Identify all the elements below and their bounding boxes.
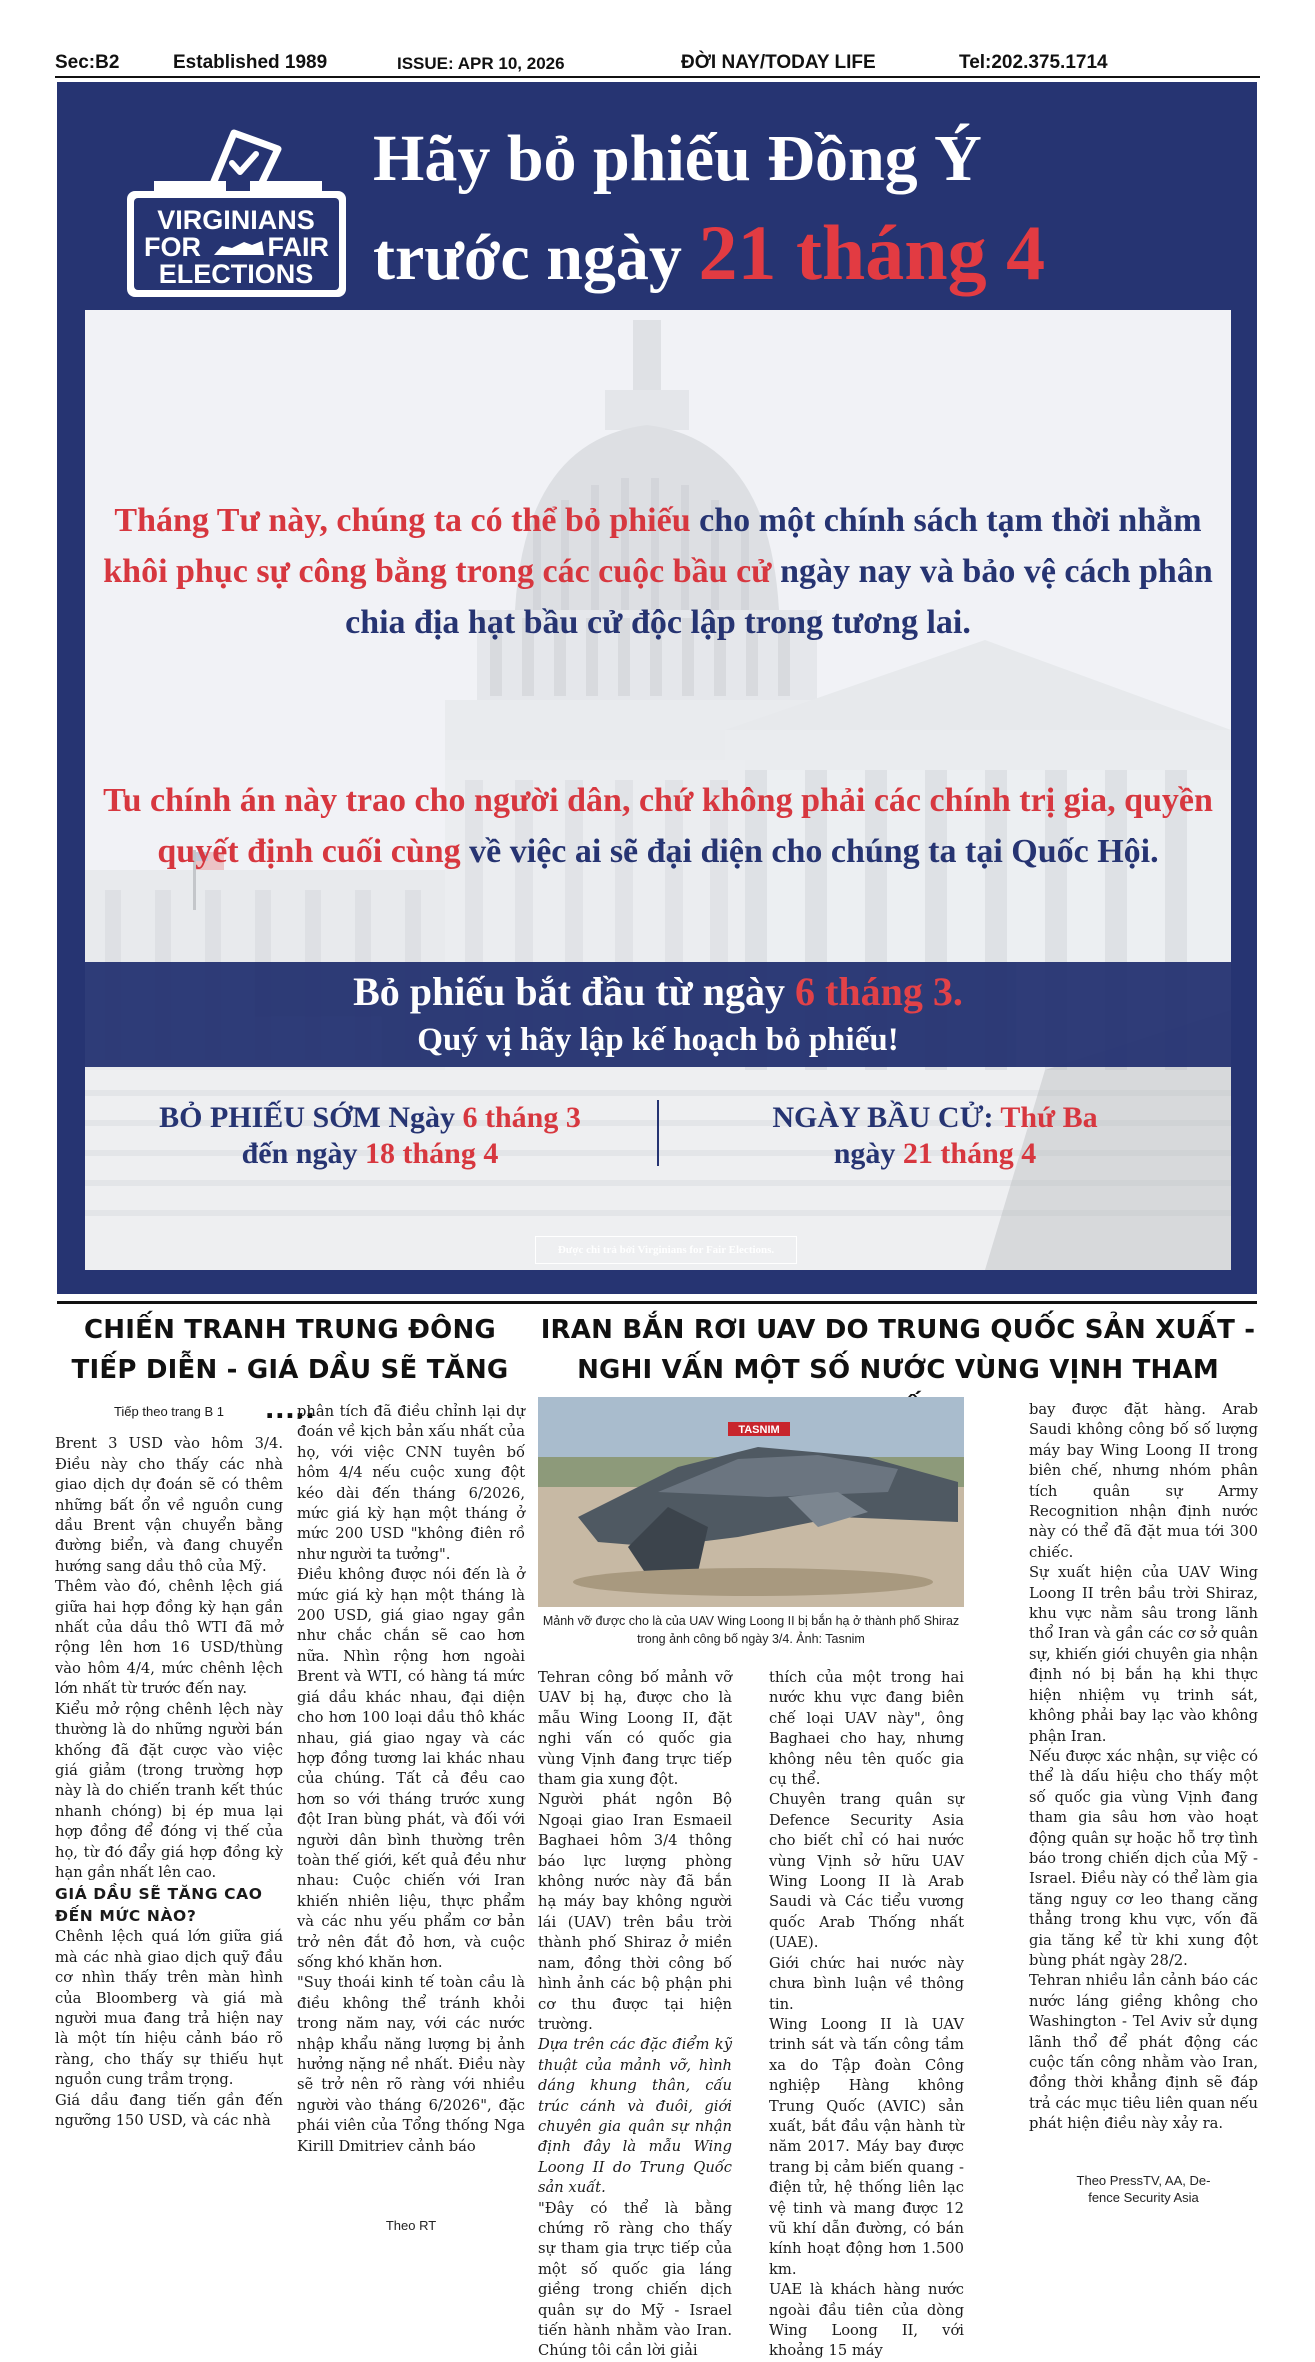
article-paragraph: UAE là khách hàng nước ngoài đầu tiên của dòng Wing Loong II, với khoảng 15 máy: [769, 2281, 964, 2360]
article-paragraph: Brent 3 USD vào hôm 3/4. Điều này cho thấy các nhà giao dịch dự đoán sẽ có thêm những bất ổn về nguồn cung dầu Brent vận chuyển bằng đường biển, và đang chuyển hướng sang dầu thô của Mỹ.: [55, 1435, 283, 1575]
election-day-weekday: Thứ Ba: [993, 1101, 1098, 1134]
masthead: [55, 52, 1260, 76]
early-voting-date: 18 tháng 4: [365, 1137, 499, 1170]
article-paragraph: bay được đặt hàng. Arab Saudi không công bố số lượng máy bay Wing Loong II trong biên chế, nhưng nhóm phân tích quân sự Army Recognition nhận định nước này có thể đã đặt mua tới 300 chiếc.: [1029, 1401, 1258, 1561]
headline-line: NGHI VẤN MỘT SỐ NƯỚC VÙNG VỊNH THAM: [577, 1355, 1219, 1385]
article-subheading: GIÁ DẦU SẼ TĂNG CAO ĐẾN MỨC NÀO?: [55, 1885, 263, 1926]
ad-headline-line2: trước ngày: [373, 221, 699, 294]
drone-wreckage-photo: [538, 1397, 964, 1607]
article-paragraph: Kiểu mở rộng chênh lệch này thường là do những người bán khống đã đặt cược vào việc giá giảm (trong trường hợp này là do chiến tranh kết thúc nhanh chóng) bị ép mua lại hợp đồng để đóng vị thế của họ, từ đó đẩy giá hợp đồng kỳ hạn gần nhất lên cao.: [55, 1700, 283, 1881]
early-voting-label: BỎ PHIẾU SỚM: [159, 1101, 381, 1134]
logo-text: FOR: [144, 232, 201, 262]
article-paragraph: Giá dầu đang tiến gần đến ngưỡng 150 USD, và các nhà: [55, 2091, 283, 2129]
ad-text-blue: cho một chính sách tạm thời nhằm: [690, 502, 1202, 539]
band-subtext: Quý vị hãy lập kế hoạch bỏ phiếu!: [417, 1022, 899, 1058]
article-paragraph: Sự xuất hiện của UAV Wing Loong II trên bầu trời Shiraz, khu vực nằm sâu trong lãnh thổ Iran và gần các cơ sở quân sự, khiến giới chuyên gia nhận định nó bị bắn hạ khi thực hiện nhiệm vụ trinh sát, không phải bay lạc vào không phận Iran.: [1029, 1564, 1258, 1745]
article-2-column-1: [538, 1668, 732, 2362]
ballot-box-logo: [124, 125, 349, 300]
logo-text: ELECTIONS: [158, 259, 314, 289]
article-paragraph: Wing Loong II là UAV trinh sát và tấn công tầm xa do Tập đoàn Công nghiệp Hàng không Trung Quốc (AVIC) sản xuất, bắt đầu vận hành từ năm 2017. Máy bay được trang bị cảm biến quang - điện tử, hệ thống liên lạc vệ tinh và mang được 12 vũ khí dẫn đường, có bán kính hoạt động hơn 1.500 km.: [769, 2015, 964, 2278]
article-paragraph: Người phát ngôn Bộ Ngoại giao Iran Esmaeil Baghaei hôm 3/4 thông báo lực lượng phòng không nước này đã bắn hạ máy bay không người lái (UAV) trên bầu trời thành phố Shiraz ở miền nam, đồng thời công bố hình ảnh các bộ phận phi cơ thu được tại hiện trường.: [538, 1791, 732, 2033]
election-day-label: NGÀY BẦU CỬ:: [772, 1101, 994, 1134]
early-voting-date: 6 tháng 3: [462, 1101, 581, 1134]
issue-date: ISSUE: APR 10, 2026: [397, 54, 565, 73]
article-paragraph-italic: Dựa trên các đặc điểm kỹ thuật của mảnh vỡ, hình dáng khung thân, cấu trúc cánh và đuôi, giới chuyên gia quân sự nhận định đây là mẫu Wing Loong II do Trung Quốc sản xuất.: [538, 2036, 732, 2197]
article-paragraph: Tehran công bố mảnh vỡ UAV bị hạ, được cho là mẫu Wing Loong II, đặt nghi vấn có quốc gia vùng Vịnh đang trực tiếp tham gia xung đột.: [538, 1669, 732, 1789]
credit-line: fence Security Asia: [1088, 2190, 1199, 2205]
article-paragraph: Nếu được xác nhận, sự việc có thể là dấu hiệu cho thấy một số quốc gia vùng Vịnh đang tham gia sâu hơn vào hoạt động quân sự hoặc hỗ trợ tình báo trong chiến dịch của Mỹ - Israel. Điều này có thể làm gia tăng nguy cơ leo thang căng thẳng trong khu vực, vốn đã gia tăng kể từ khi xung đột bùng phát ngày 28/2.: [1029, 1747, 1258, 1969]
election-day-text: ngày: [833, 1137, 903, 1170]
article-1-column-1: [55, 1402, 283, 2131]
section-divider: [57, 1301, 1257, 1304]
established-label: Established 1989: [173, 52, 328, 73]
headline-line: CHIẾN TRANH TRUNG ĐÔNG: [84, 1315, 496, 1345]
drone-wreckage-image: [538, 1397, 964, 1607]
logo-text: VIRGINIANS: [157, 205, 315, 235]
election-day-date: 21 tháng 4: [902, 1137, 1037, 1170]
election-advertisement: [57, 82, 1257, 1294]
article-1-credit: Theo RT: [385, 2218, 437, 2233]
early-voting-text: Ngày: [380, 1101, 463, 1134]
section-label: Sec:B2: [55, 52, 120, 73]
election-day-info: [685, 1100, 1185, 1172]
ad-text-red: Tu chính án này trao cho người dân, chứ không phải các chính trị gia, quyền quyết định cuối cùng: [103, 782, 1213, 870]
article-2-column-3: [1029, 1400, 1258, 2135]
article-paragraph: Giới chức hai nước này chưa bình luận về thông tin.: [769, 1954, 964, 2013]
masthead-rule: [55, 76, 1260, 78]
article-paragraph: "Suy thoái kinh tế toàn cầu là điều không thể tránh khỏi trong năm nay, với các nước nhập khẩu năng lượng bị ảnh hưởng nặng nề nhất. Điều này sẽ trở nên rõ ràng với nhiều người vào tháng 6/2026", đặc phái viên của Tổng thống Nga Kirill Dmitriev cảnh báo: [297, 1974, 525, 2155]
article-paragraph: thích của một trong hai nước khu vực đang biên chế loại UAV này", ông Baghaei cho hay, nhưng không nêu tên quốc gia cụ thể.: [769, 1669, 964, 1789]
voting-start-band: [85, 962, 1231, 1067]
article-1-column-2: [297, 1402, 525, 2157]
continued-from-label: Tiếp theo trang B 1: [113, 1404, 225, 1419]
ad-paragraph-2: [85, 775, 1231, 877]
article-paragraph: Chênh lệch quá lớn giữa giá mà các nhà giao dịch quỹ đầu cơ nhìn thấy trên màn hình của Bloomberg và giá mà người mua đang trả hiện nay là một tín hiệu cảnh báo rõ ràng, cho thấy sự thiếu hụt nguồn cung trầm trọng.: [55, 1928, 283, 2089]
capitol-photo-panel: [85, 310, 1231, 1270]
paid-for-disclaimer: Được chi trả bởi Virginians for Fair Elections.: [535, 1236, 797, 1264]
phone-number: Tel:202.375.1714: [959, 52, 1108, 73]
article-2-column-2: [769, 1668, 964, 2362]
article-paragraph: Chuyên trang quân sự Defence Security Asia cho biết chỉ có hai nước vùng Vịnh sở hữu UAV Wing Loong II là Arab Saudi và Các tiểu vương quốc Arab Thống nhất (UAE).: [769, 1791, 964, 1952]
photo-caption: Mảnh vỡ được cho là của UAV Wing Loong II bị bắn hạ ở thành phố Shiraz trong ảnh công bố ngày 3/4. Ảnh: Tasnim: [542, 1614, 960, 1646]
article-paragraph: Tehran nhiều lần cảnh báo các nước láng giềng không cho Washington - Tel Aviv sử dụng lãnh thổ để phát động các cuộc tấn công nhằm vào Iran, đồng thời khẳng định sẽ đáp trả các mục tiêu liên quan nếu phát hiện điều này xảy ra.: [1029, 1972, 1258, 2133]
article-paragraph: Điều không được nói đến là ở mức giá kỳ hạn một tháng là 200 USD, giá giao ngay gần như chắc chắn sẽ cao hơn nữa. Nhìn rộng hơn ngoài Brent và WTI, có hàng tá mức giá dầu khác nhau, đại diện cho hơn 100 loại dầu thô khác nhau, giá giao ngay và các hợp đồng tương lai khác nhau của chúng. Tất cả đều cao hơn so với tháng trước xung đột Iran bùng phát, và đối với người dân bình thường trên toàn thế giới, kết quả đều như nhau: Cuộc chiến với Iran khiến nhiên liệu, thực phẩm và các nhu yếu phẩm cơ bản trở nên đắt đỏ hơn, và cuộc sống khó khăn hơn.: [297, 1566, 525, 1971]
ad-paragraph-1: [85, 495, 1231, 648]
ad-text-blue: ngày nay và bảo vệ cách phân chia địa hạt bầu cử độc lập trong tương lai.: [345, 553, 1213, 641]
ad-text-blue: về việc ai sẽ đại diện cho chúng ta tại Quốc Hội.: [460, 833, 1159, 870]
early-voting-text: đến ngày: [241, 1137, 365, 1170]
article-paragraph: "Đây có thể là bằng chứng rõ ràng cho thấy sự tham gia trực tiếp của một số quốc gia láng giềng trong chiến dịch quân sự do Mỹ - Israel tiến hành nhằm vào Iran. Chúng tôi cần lời giải: [538, 2199, 732, 2360]
ad-headline-date: 21 tháng 4: [698, 209, 1046, 296]
logo-text: FAIR: [267, 232, 329, 262]
ad-headline: [373, 112, 1045, 305]
ad-text-red: Tháng Tư này, chúng ta có thể bỏ phiếu: [114, 502, 691, 539]
article-paragraph: Thêm vào đó, chênh lệch giá giữa hai hợp đồng kỳ hạn gần nhất của dầu thô WTI đã mở rộng lên hơn 16 USD/thùng vào hôm 4/4, mức chênh lệch lớn nhất từ trước đến nay.: [55, 1578, 283, 1698]
photo-watermark: TASNIM: [738, 1424, 780, 1436]
article-paragraph: phân tích đã điều chỉnh lại dự đoán về kịch bản xấu nhất của họ, với việc CNN tuyên bố hôm 4/4 nếu cuộc xung đột kéo dài đến tháng 6/2026, mức giá kỳ hạn một tháng ở mức 200 USD "không điên rồ như người ta tưởng".: [297, 1403, 525, 1563]
credit-line: Theo PressTV, AA, De-: [1076, 2173, 1211, 2188]
vertical-divider: [657, 1100, 659, 1166]
ad-headline-line1: Hãy bỏ phiếu Đồng Ý: [373, 122, 982, 195]
band-text: Bỏ phiếu bắt đầu từ ngày: [353, 969, 796, 1014]
headline-line: TIẾP DIỄN - GIÁ DẦU SẼ TĂNG .....: [71, 1355, 509, 1425]
paper-name: ĐỜI NAY/TODAY LIFE: [681, 52, 876, 73]
ad-text-red: khôi phục sự công bằng trong các cuộc bầu cử: [103, 553, 772, 590]
article-2-credit: [1029, 2172, 1258, 2206]
early-voting-info: [110, 1100, 630, 1172]
headline-line: IRAN BẮN RƠI UAV DO TRUNG QUỐC SẢN XUẤT -: [540, 1315, 1256, 1345]
band-date: 6 tháng 3.: [795, 969, 963, 1014]
